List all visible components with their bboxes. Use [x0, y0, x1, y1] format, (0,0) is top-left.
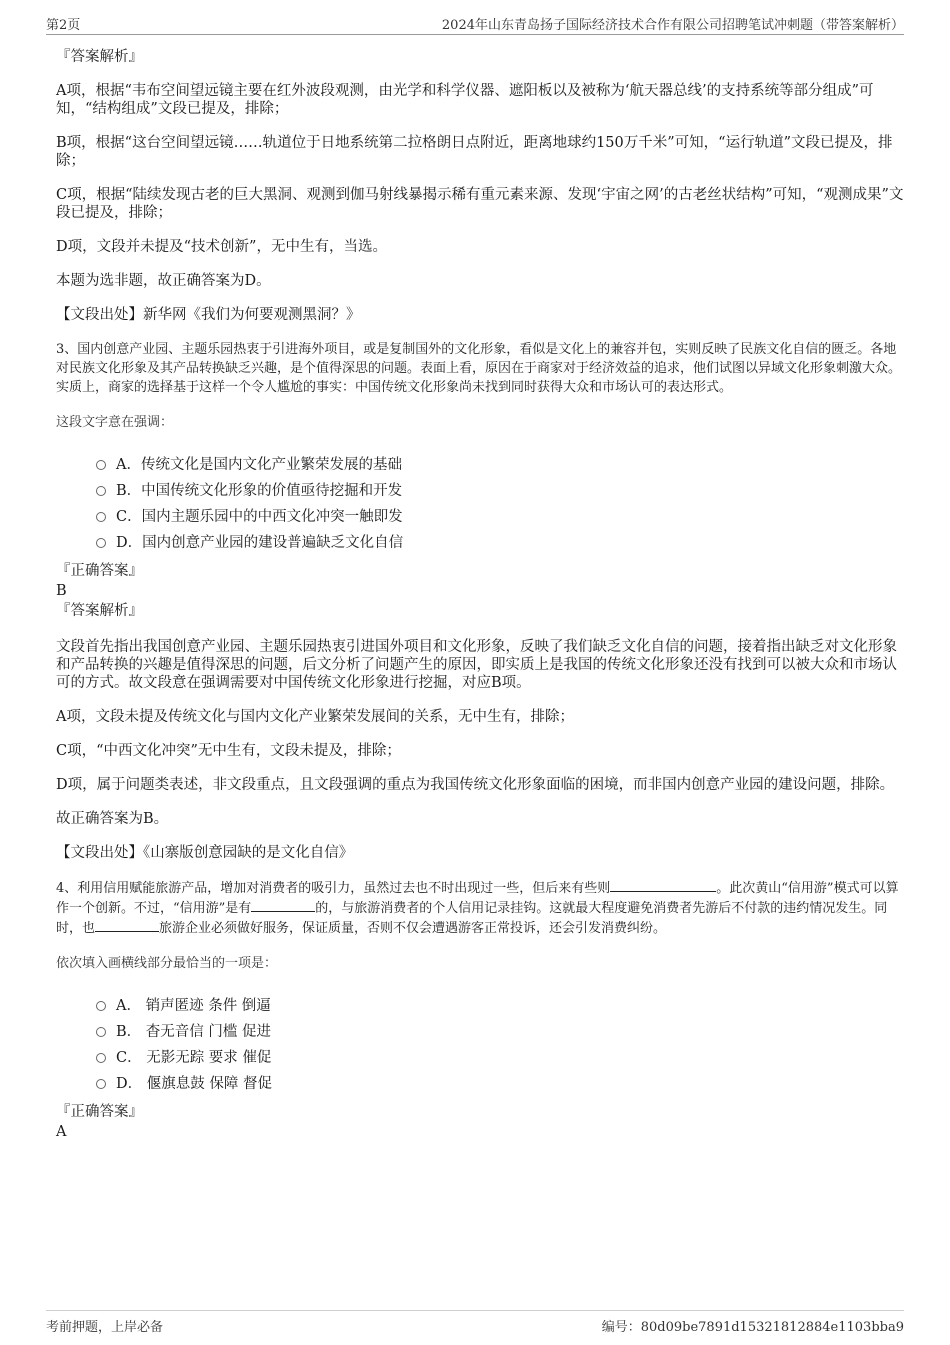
blank-2 [251, 898, 315, 912]
footer-slogan: 考前押题，上岸必备 [46, 1320, 164, 1335]
blank-1 [610, 878, 716, 892]
q3-option-c[interactable]: C．国内主题乐园中的中西文化冲突一触即发 [96, 504, 904, 530]
radio-icon[interactable] [96, 1053, 106, 1063]
q3-answer: B [56, 583, 67, 599]
radio-icon[interactable] [96, 1001, 106, 1011]
document-code: 编号：80d09be7891d15321812884e1103bba9 [601, 1320, 904, 1335]
radio-icon[interactable] [96, 538, 106, 548]
q2-analysis-a: A项，根据“韦布空间望远镜主要在红外波段观测，由光学和科学仪器、遮阳板以及被称为‘航天器总线’的支持系统等部分组成”可知，“结构组成”文段已提及，排除； [56, 83, 874, 117]
q4-option-a[interactable]: A． 销声匿迹 条件 倒逼 [96, 993, 904, 1019]
q2-analysis-d: D项，文段并未提及“技术创新”，无中生有，当选。 [56, 239, 387, 255]
q3-option-b[interactable]: B．中国传统文化形象的价值亟待挖掘和开发 [96, 478, 904, 504]
radio-icon[interactable] [96, 1079, 106, 1089]
q4-answer: A [56, 1124, 67, 1140]
page-footer [46, 1310, 904, 1335]
q4-answer-heading: 『正确答案』 [56, 1104, 143, 1120]
document-title: 2024年山东青岛扬子国际经济技术合作有限公司招聘笔试冲刺题（带答案解析） [441, 18, 904, 33]
page-header [46, 14, 904, 35]
q3-conclusion: 故正确答案为B。 [56, 811, 169, 827]
q3-source: 【文段出处】《山寨版创意园缺的是文化自信》 [56, 845, 354, 861]
radio-icon[interactable] [96, 1027, 106, 1037]
q2-analysis-heading: 『答案解析』 [56, 49, 143, 65]
q4-question: 4、利用信用赋能旅游产品，增加对消费者的吸引力，虽然过去也不时出现过一些，但后来有些则 。此次黄山“信用游”模式可以算作一个创新。不过，“信用游”是有 的，与旅游消费者的个人信用记录挂钩。这就最大程度避免消费者先游后不付款的违约情况发生。同时，也 旅游企业必须做好服务，保证质量，否则不仅会遭遇游客正常投诉，还会引发消费纠纷。 [56, 878, 904, 938]
q2-source: 【文段出处】新华网《我们为何要观测黑洞？》 [56, 307, 361, 323]
page-number: 第2页 [46, 18, 81, 33]
q3-question: 3、国内创意产业园、主题乐园热衷于引进海外项目，或是复制国外的文化形象，看似是文化上的兼容并包，实则反映了民族文化自信的匮乏。各地对民族文化形象及其产品转换缺乏兴趣，是个值得深思的问题。表面上看，原因在于商家对于经济效益的追求，他们试图以异域文化形象刺激大众。实质上，商家的选择基于这样一个令人尴尬的事实：中国传统文化形象尚未找到同时获得大众和市场认可的表达形式。 [56, 342, 902, 395]
q4-option-b[interactable]: B． 杳无音信 门槛 促进 [96, 1019, 904, 1045]
q3-analysis: 文段首先指出我国创意产业园、主题乐园热衷引进国外项目和文化形象，反映了我们缺乏文化自信的问题，接着指出缺乏对文化形象和产品转换的兴趣是值得深思的问题，后文分析了问题产生的原因，即实质上是我国的传统文化形象还没有找到可以被大众和市场认可的方式。故文段意在强调需要对中国传统文化形象进行挖掘，对应B项。 [56, 639, 897, 691]
q3-option-a[interactable]: A．传统文化是国内文化产业繁荣发展的基础 [96, 452, 904, 478]
q4-options [96, 993, 904, 1097]
q3-analysis-a: A项，文段未提及传统文化与国内文化产业繁荣发展间的关系，无中生有，排除； [56, 709, 574, 725]
q2-analysis-b: B项，根据“这台空间望远镜……轨道位于日地系统第二拉格朗日点附近，距离地球约150万千米”可知，“运行轨道”文段已提及，排除； [56, 135, 893, 169]
q3-answer-heading: 『正确答案』 [56, 563, 143, 579]
page-content [56, 48, 904, 1143]
radio-icon[interactable] [96, 460, 106, 470]
q3-prompt: 这段文字意在强调： [56, 415, 174, 430]
radio-icon[interactable] [96, 512, 106, 522]
q3-option-d[interactable]: D．国内创意产业园的建设普遍缺乏文化自信 [96, 530, 904, 556]
radio-icon[interactable] [96, 486, 106, 496]
q3-options [96, 452, 904, 556]
blank-3 [95, 918, 159, 932]
q2-analysis-c: C项，根据“陆续发现古老的巨大黑洞、观测到伽马射线暴揭示稀有重元素来源、发现‘宇宙之网’的古老丝状结构”可知，“观测成果”文段已提及，排除； [56, 187, 904, 221]
q4-option-d[interactable]: D． 偃旗息鼓 保障 督促 [96, 1071, 904, 1097]
q2-conclusion: 本题为选非题，故正确答案为D。 [56, 273, 271, 289]
q3-analysis-d: D项，属于问题类表述，非文段重点，且文段强调的重点为我国传统文化形象面临的困境，而非国内创意产业园的建设问题，排除。 [56, 777, 895, 793]
q3-analysis-heading: 『答案解析』 [56, 603, 143, 619]
q3-analysis-c: C项，“中西文化冲突”无中生有，文段未提及，排除； [56, 743, 401, 759]
q4-prompt: 依次填入画横线部分最恰当的一项是： [56, 956, 278, 971]
q4-option-c[interactable]: C． 无影无踪 要求 催促 [96, 1045, 904, 1071]
